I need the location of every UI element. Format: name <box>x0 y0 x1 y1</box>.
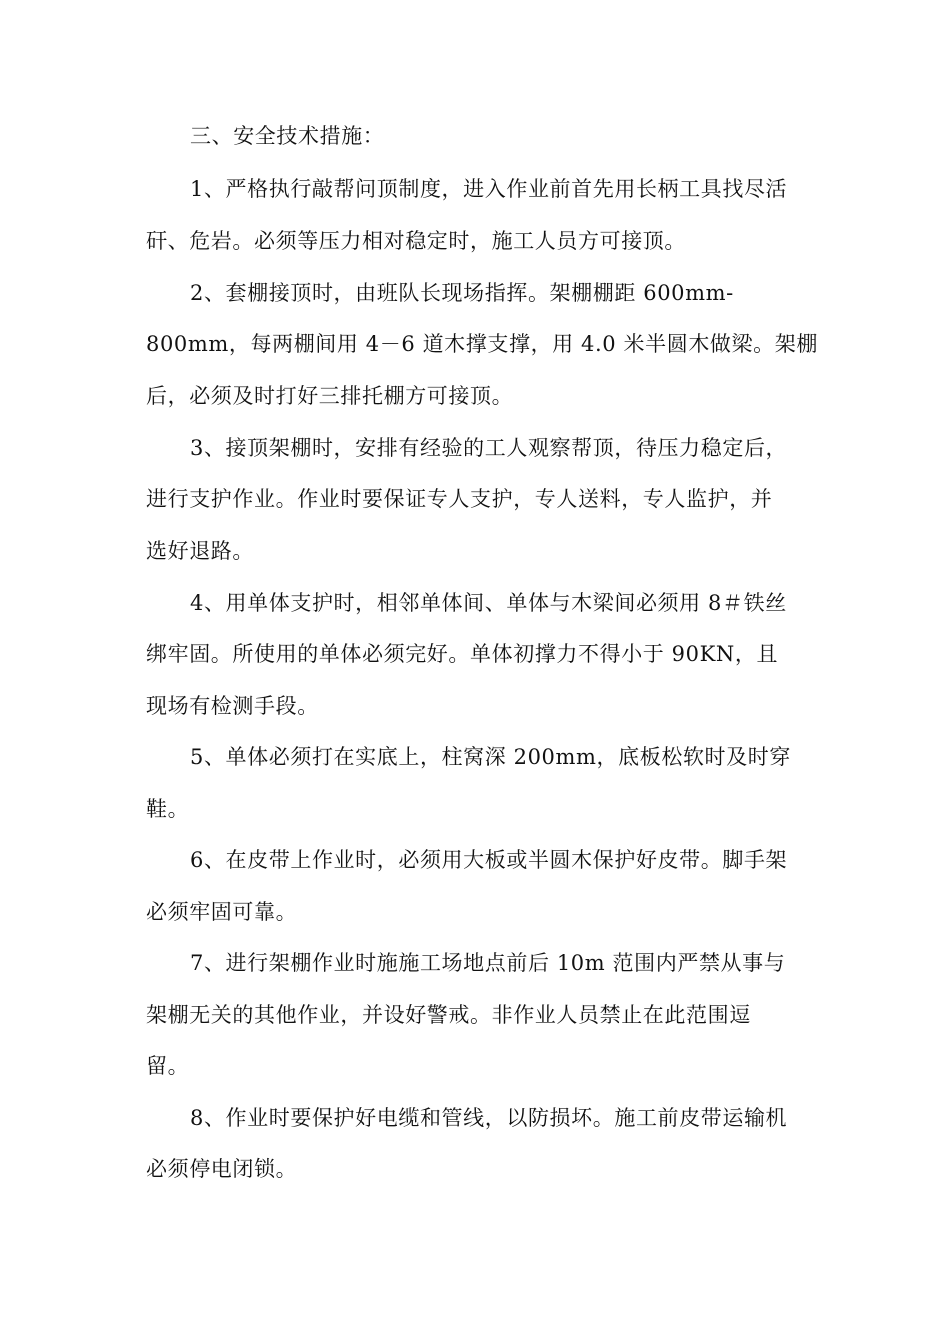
paragraph-7-line-3: 留。 <box>146 1054 190 1078</box>
paragraph-3-line-3: 选好退路。 <box>146 539 254 563</box>
paragraph-3-line-1: 3、接顶架棚时，安排有经验的工人观察帮顶，待压力稳定后， <box>190 436 788 460</box>
paragraph-5-line-2: 鞋。 <box>146 797 190 821</box>
paragraph-7-line-1: 7、进行架棚作业时施施工场地点前后 10m 范围内严禁从事与 <box>190 951 786 975</box>
paragraph-2-line-2: 800mm，每两棚间用 4－6 道木撑支撑，用 4.0 米半圆木做梁。架棚 <box>146 332 818 356</box>
paragraph-3-line-2: 进行支护作业。作业时要保证专人支护，专人送料，专人监护，并 <box>146 487 773 511</box>
paragraph-7-line-2: 架棚无关的其他作业，并设好警戒。非作业人员禁止在此范围逗 <box>146 1003 751 1027</box>
paragraph-2-line-3: 后，必须及时打好三排托棚方可接顶。 <box>146 384 514 408</box>
paragraph-4-line-2: 绑牢固。所使用的单体必须完好。单体初撑力不得小于 90KN，且 <box>146 642 779 666</box>
paragraph-4-line-1: 4、用单体支护时，相邻单体间、单体与木梁间必须用 8＃铁丝 <box>190 591 787 615</box>
section-heading: 三、安全技术措施： <box>190 124 385 148</box>
paragraph-2-line-1: 2、套棚接顶时，由班队长现场指挥。架棚棚距 600mm- <box>190 281 734 305</box>
paragraph-8-line-2: 必须停电闭锁。 <box>146 1157 298 1181</box>
paragraph-1-line-2: 矸、危岩。必须等压力相对稳定时，施工人员方可接顶。 <box>146 229 686 253</box>
paragraph-1-line-1: 1、严格执行敲帮问顶制度，进入作业前首先用长柄工具找尽活 <box>190 177 788 201</box>
paragraph-5-line-1: 5、单体必须打在实底上，柱窝深 200mm，底板松软时及时穿 <box>190 745 791 769</box>
paragraph-6-line-1: 6、在皮带上作业时，必须用大板或半圆木保护好皮带。脚手架 <box>190 848 788 872</box>
paragraph-4-line-3: 现场有检测手段。 <box>146 694 319 718</box>
paragraph-6-line-2: 必须牢固可靠。 <box>146 900 298 924</box>
paragraph-8-line-1: 8、作业时要保护好电缆和管线，以防损坏。施工前皮带运输机 <box>190 1106 788 1130</box>
